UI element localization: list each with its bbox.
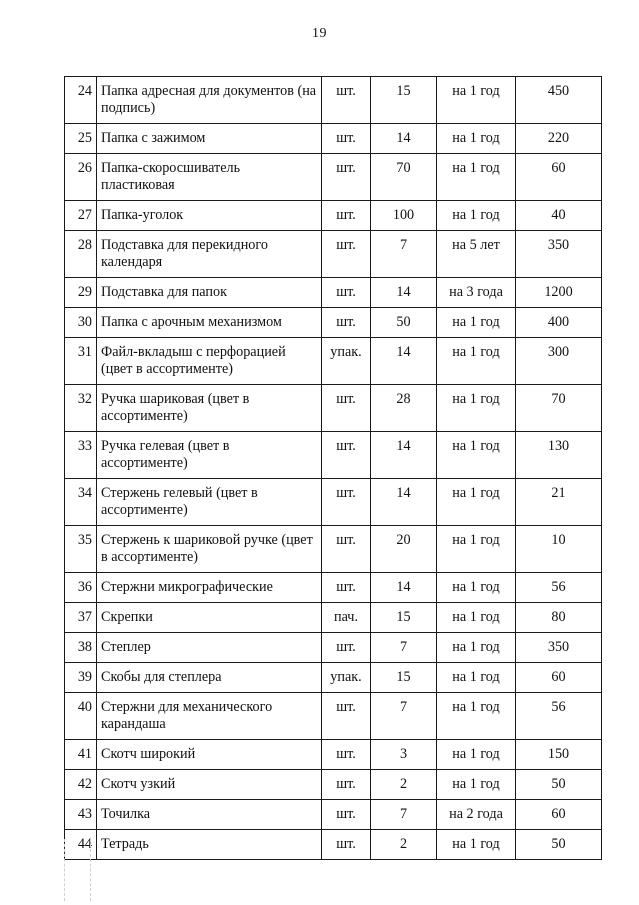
unit-cell: шт.: [322, 740, 371, 770]
table-row: [65, 663, 602, 693]
unit-cell: пач.: [322, 603, 371, 633]
price-cell: 220: [516, 124, 602, 154]
quantity-cell: 14: [371, 338, 437, 385]
row-number-cell: 28: [65, 231, 97, 278]
unit-cell: шт.: [322, 479, 371, 526]
quantity-cell: 7: [371, 693, 437, 740]
quantity-cell: 14: [371, 278, 437, 308]
row-number-cell: 43: [65, 800, 97, 830]
unit-cell: упак.: [322, 663, 371, 693]
term-cell: на 1 год: [437, 693, 516, 740]
price-cell: 50: [516, 770, 602, 800]
term-cell: на 1 год: [437, 740, 516, 770]
term-cell: на 1 год: [437, 338, 516, 385]
table-row: [65, 201, 602, 231]
price-cell: 350: [516, 633, 602, 663]
row-number-cell: 39: [65, 663, 97, 693]
table-row: [65, 308, 602, 338]
row-number-cell: 32: [65, 385, 97, 432]
table-row: [65, 278, 602, 308]
item-name-cell: Подставка для перекидного календаря: [97, 231, 322, 278]
row-number-cell: 24: [65, 77, 97, 124]
term-cell: на 1 год: [437, 633, 516, 663]
supplies-table-body: [65, 77, 602, 860]
quantity-cell: 2: [371, 770, 437, 800]
margin-rule-inner: [90, 839, 91, 901]
term-cell: на 1 год: [437, 385, 516, 432]
quantity-cell: 50: [371, 308, 437, 338]
table-row: [65, 603, 602, 633]
row-number-cell: 44: [65, 830, 97, 860]
unit-cell: шт.: [322, 633, 371, 663]
unit-cell: шт.: [322, 800, 371, 830]
price-cell: 40: [516, 201, 602, 231]
unit-cell: шт.: [322, 526, 371, 573]
item-name-cell: Папка адресная для документов (на подпись): [97, 77, 322, 124]
price-cell: 60: [516, 663, 602, 693]
table-row: [65, 432, 602, 479]
unit-cell: шт.: [322, 830, 371, 860]
item-name-cell: Скрепки: [97, 603, 322, 633]
price-cell: 60: [516, 154, 602, 201]
row-number-cell: 38: [65, 633, 97, 663]
row-number-cell: 34: [65, 479, 97, 526]
table-row: [65, 830, 602, 860]
row-number-cell: 25: [65, 124, 97, 154]
item-name-cell: Стержень гелевый (цвет в ассортименте): [97, 479, 322, 526]
unit-cell: шт.: [322, 432, 371, 479]
price-cell: 21: [516, 479, 602, 526]
page-number: 19: [312, 26, 327, 41]
margin-rule-left: [64, 839, 65, 901]
term-cell: на 3 года: [437, 278, 516, 308]
row-number-cell: 35: [65, 526, 97, 573]
row-number-cell: 29: [65, 278, 97, 308]
quantity-cell: 7: [371, 231, 437, 278]
quantity-cell: 15: [371, 77, 437, 124]
quantity-cell: 14: [371, 479, 437, 526]
table-row: [65, 740, 602, 770]
item-name-cell: Скотч узкий: [97, 770, 322, 800]
unit-cell: шт.: [322, 278, 371, 308]
price-cell: 70: [516, 385, 602, 432]
term-cell: на 1 год: [437, 573, 516, 603]
price-cell: 10: [516, 526, 602, 573]
quantity-cell: 2: [371, 830, 437, 860]
row-number-cell: 37: [65, 603, 97, 633]
price-cell: 400: [516, 308, 602, 338]
quantity-cell: 7: [371, 800, 437, 830]
table-row: [65, 231, 602, 278]
unit-cell: шт.: [322, 385, 371, 432]
row-number-cell: 41: [65, 740, 97, 770]
term-cell: на 1 год: [437, 432, 516, 479]
item-name-cell: Файл-вкладыш с перфорацией (цвет в ассортименте): [97, 338, 322, 385]
item-name-cell: Ручка гелевая (цвет в ассортименте): [97, 432, 322, 479]
row-number-cell: 27: [65, 201, 97, 231]
unit-cell: шт.: [322, 154, 371, 201]
term-cell: на 1 год: [437, 526, 516, 573]
price-cell: 350: [516, 231, 602, 278]
term-cell: на 1 год: [437, 479, 516, 526]
price-cell: 56: [516, 693, 602, 740]
row-number-cell: 42: [65, 770, 97, 800]
item-name-cell: Папка-уголок: [97, 201, 322, 231]
price-cell: 150: [516, 740, 602, 770]
unit-cell: упак.: [322, 338, 371, 385]
item-name-cell: Стержни для механического карандаша: [97, 693, 322, 740]
term-cell: на 2 года: [437, 800, 516, 830]
item-name-cell: Скобы для степлера: [97, 663, 322, 693]
row-number-cell: 31: [65, 338, 97, 385]
unit-cell: шт.: [322, 77, 371, 124]
item-name-cell: Стержень к шариковой ручке (цвет в ассортименте): [97, 526, 322, 573]
row-number-cell: 40: [65, 693, 97, 740]
item-name-cell: Степлер: [97, 633, 322, 663]
price-cell: 300: [516, 338, 602, 385]
table-row: [65, 385, 602, 432]
price-cell: 56: [516, 573, 602, 603]
quantity-cell: 15: [371, 663, 437, 693]
term-cell: на 1 год: [437, 770, 516, 800]
price-cell: 130: [516, 432, 602, 479]
item-name-cell: Папка-скоросшиватель пластиковая: [97, 154, 322, 201]
table-row: [65, 77, 602, 124]
row-number-cell: 36: [65, 573, 97, 603]
term-cell: на 1 год: [437, 603, 516, 633]
quantity-cell: 14: [371, 124, 437, 154]
item-name-cell: Стержни микрографические: [97, 573, 322, 603]
unit-cell: шт.: [322, 201, 371, 231]
quantity-cell: 3: [371, 740, 437, 770]
unit-cell: шт.: [322, 573, 371, 603]
item-name-cell: Скотч широкий: [97, 740, 322, 770]
table-row: [65, 800, 602, 830]
table-row: [65, 573, 602, 603]
unit-cell: шт.: [322, 124, 371, 154]
item-name-cell: Точилка: [97, 800, 322, 830]
supplies-table: [64, 76, 602, 860]
quantity-cell: 7: [371, 633, 437, 663]
unit-cell: шт.: [322, 308, 371, 338]
item-name-cell: Подставка для папок: [97, 278, 322, 308]
quantity-cell: 20: [371, 526, 437, 573]
table-row: [65, 154, 602, 201]
term-cell: на 5 лет: [437, 231, 516, 278]
term-cell: на 1 год: [437, 124, 516, 154]
unit-cell: шт.: [322, 231, 371, 278]
row-number-cell: 26: [65, 154, 97, 201]
term-cell: на 1 год: [437, 201, 516, 231]
row-number-cell: 30: [65, 308, 97, 338]
table-row: [65, 693, 602, 740]
table-row: [65, 338, 602, 385]
term-cell: на 1 год: [437, 154, 516, 201]
price-cell: 60: [516, 800, 602, 830]
term-cell: на 1 год: [437, 308, 516, 338]
table-row: [65, 526, 602, 573]
quantity-cell: 70: [371, 154, 437, 201]
row-number-cell: 33: [65, 432, 97, 479]
item-name-cell: Тетрадь: [97, 830, 322, 860]
quantity-cell: 100: [371, 201, 437, 231]
term-cell: на 1 год: [437, 77, 516, 124]
quantity-cell: 14: [371, 432, 437, 479]
item-name-cell: Ручка шариковая (цвет в ассортименте): [97, 385, 322, 432]
quantity-cell: 14: [371, 573, 437, 603]
unit-cell: шт.: [322, 693, 371, 740]
price-cell: 80: [516, 603, 602, 633]
table-row: [65, 124, 602, 154]
price-cell: 450: [516, 77, 602, 124]
term-cell: на 1 год: [437, 663, 516, 693]
price-cell: 50: [516, 830, 602, 860]
table-row: [65, 770, 602, 800]
item-name-cell: Папка с зажимом: [97, 124, 322, 154]
table-row: [65, 479, 602, 526]
unit-cell: шт.: [322, 770, 371, 800]
quantity-cell: 15: [371, 603, 437, 633]
table-row: [65, 633, 602, 663]
term-cell: на 1 год: [437, 830, 516, 860]
price-cell: 1200: [516, 278, 602, 308]
item-name-cell: Папка с арочным механизмом: [97, 308, 322, 338]
quantity-cell: 28: [371, 385, 437, 432]
